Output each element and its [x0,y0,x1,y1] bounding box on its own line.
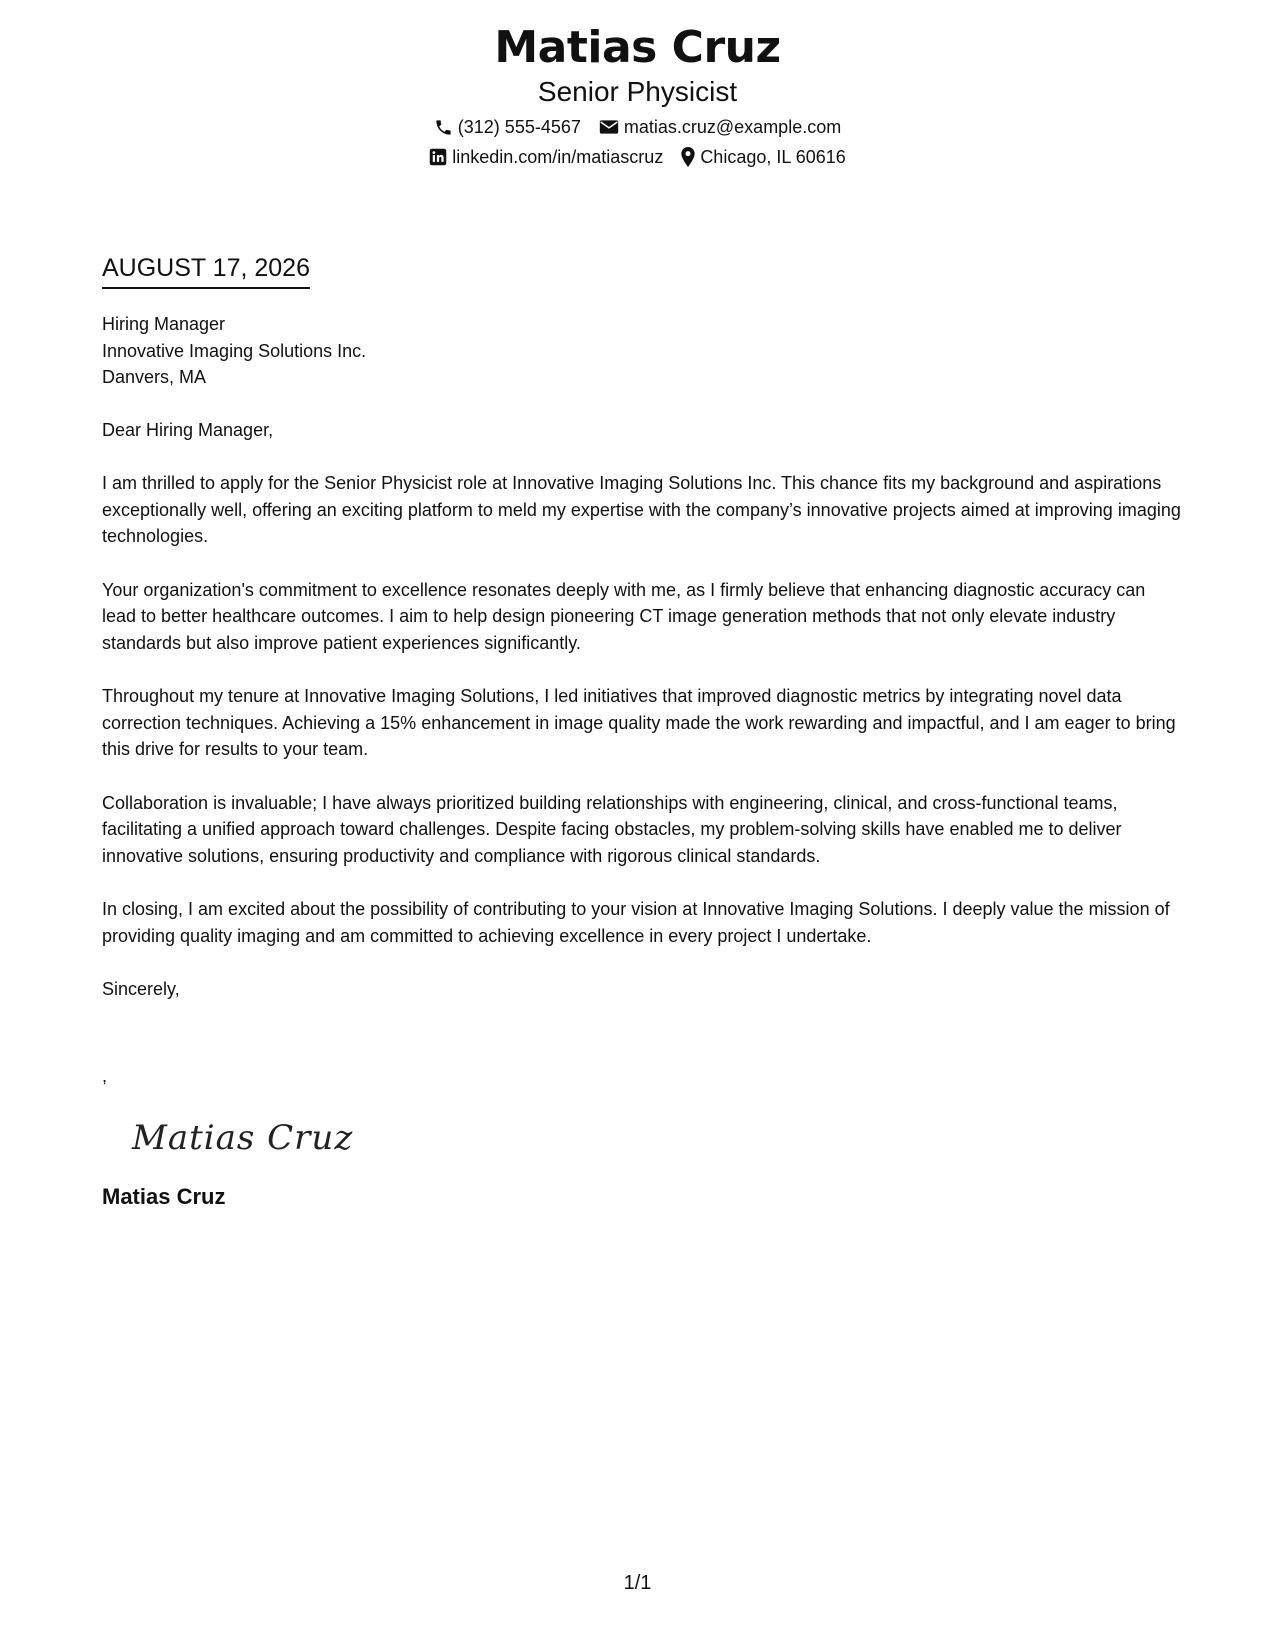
paragraph-4: Collaboration is invaluable; I have always prioritized building relationships with engineering, clinical, and cross-functional teams, facilitating a unified approach toward challenges. Despite facing obstacles, my problem-solving skills have enabled me to deliver innovative solutions, ensuring productivity and compliance with rigorous clinical standards. [102,792,1122,866]
email-contact [599,114,841,140]
recipient-block [102,311,1182,391]
signature-comma: , [102,1065,108,1086]
paragraph-5: In closing, I am excited about the possibility of contributing to your vision at Innovative Imaging Solutions. I deeply value the mission of providing quality imaging and am committed to achieving excellence in every project I undertake. [102,899,1170,946]
paragraph-2: Your organization's commitment to excellence resonates deeply with me, as I firmly believe that enhancing diagnostic accuracy can lead to better healthcare outcomes. I aim to help design pioneering CT image generation methods that not only elevate industry standards but also improve patient experiences significantly. [102,579,1146,653]
phone-text: (312) 555-4567 [457,117,581,137]
phone-icon [434,118,453,137]
letter-header [0,20,1275,170]
letter-date: AUGUST 17, 2026 [102,252,310,289]
linkedin-text: linkedin.com/in/matiascruz [452,147,664,167]
applicant-title: Senior Physicist [537,76,738,107]
location-contact [681,144,845,170]
closing: Sincerely, [102,979,180,999]
handwritten-signature [128,1109,1182,1165]
applicant-name: Matias Cruz [494,22,781,73]
letter-body [102,252,1182,1211]
contact-row-2 [0,144,1275,170]
map-pin-icon [681,147,695,167]
location-text: Chicago, IL 60616 [700,147,846,167]
recipient-name: Hiring Manager [102,314,226,334]
signer-name: Matias Cruz [102,1184,226,1209]
svg-text:Matias Cruz: Matias Cruz [132,1118,354,1158]
email-text: matias.cruz@example.com [623,117,842,137]
paragraph-1: I am thrilled to apply for the Senior Physicist role at Innovative Imaging Solutions Inc. This chance fits my background and aspirations exceptionally well, offering an exciting platform to meld my expertise with the company’s innovative projects aimed at improving imaging technologies. [102,473,1181,546]
linkedin-contact [429,144,663,170]
phone-contact [434,114,581,140]
recipient-location: Danvers, MA [102,367,207,387]
contact-row-1 [0,114,1275,140]
envelope-icon [599,119,619,135]
salutation: Dear Hiring Manager, [102,419,274,440]
page-number: 1/1 [623,1572,652,1594]
paragraph-3: Throughout my tenure at Innovative Imaging Solutions, I led initiatives that improved diagnostic metrics by integrating novel data correction techniques. Achieving a 15% enhancement in image quality made the work rewarding and impactful, and I am eager to bring this drive for results to your team. [102,686,1176,759]
recipient-company: Innovative Imaging Solutions Inc. [102,340,367,361]
linkedin-icon [429,148,447,166]
